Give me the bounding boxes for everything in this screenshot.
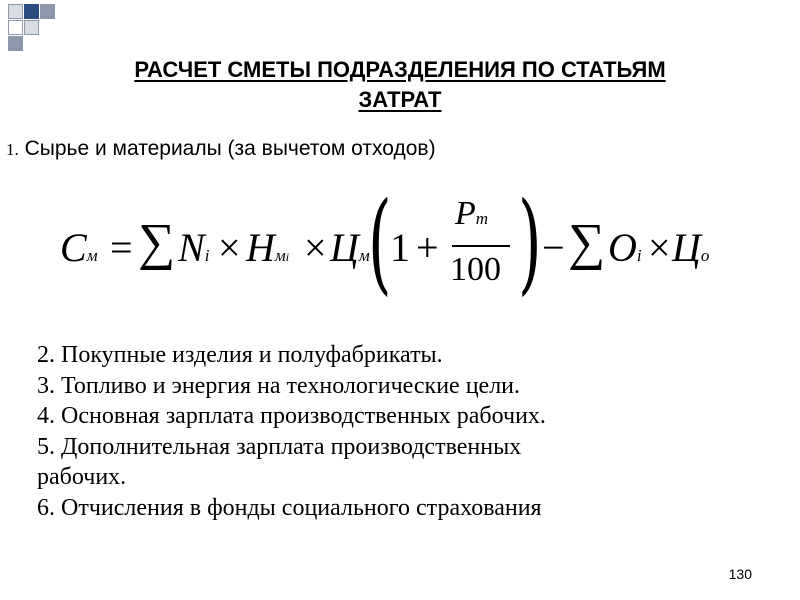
formula-right-paren: ) [518,178,542,306]
formula-c2: Ц [672,225,701,270]
formula-n-sub: i [204,246,210,265]
formula-p-sub: m [475,209,489,228]
formula-plus: + [416,225,439,270]
slide-title-line2: ЗАТРАТ [358,87,442,112]
formula-fraction-line [452,245,510,247]
formula-times-3: × [648,225,671,270]
formula-sigma-1: ∑ [138,214,176,271]
slide-title [30,55,770,115]
list-item: 4. Основная зарплата производственных рабочих. [37,403,546,429]
item-1-text: Сырье и материалы (за вычетом отходов) [18,137,436,160]
formula-o-sub: i [636,246,642,265]
formula-c2-sub: о [700,246,710,265]
cost-items-list [37,340,767,523]
formula-lhs-sub: м [86,246,98,265]
formula-n: N [178,225,205,270]
formula-c: Ц [330,225,359,270]
list-item: 5. Дополнительная зарплата производственных [37,433,522,460]
slide-title-line1: РАСЧЕТ СМЕТЫ ПОДРАЗДЕЛЕНИЯ ПО СТАТЬЯМ [134,57,666,82]
formula-h-sub: м [274,246,286,265]
item-1-heading [6,137,436,161]
formula-h: Н [246,225,275,270]
formula-one: 1 [390,225,410,270]
formula-o: O [608,225,637,270]
decor-square [8,4,23,19]
page-number: 130 [728,566,752,582]
formula-times-1: × [218,225,241,270]
formula-lhs: С [60,225,87,270]
formula-times-2: × [304,225,327,270]
item-1-number: 1. [6,140,19,159]
list-item: 3. Топливо и энергия на технологические цели. [37,372,521,399]
formula-hundred: 100 [450,251,501,288]
decor-square [8,36,23,51]
decor-square [24,4,39,19]
formula-sigma-2: ∑ [568,214,606,271]
corner-decoration [0,0,70,50]
decor-square [40,4,55,19]
formula-left-paren: ( [368,178,392,306]
cost-formula [60,178,720,306]
formula-c-sub: м [358,246,370,265]
decor-square [8,20,23,35]
list-item: 6. Отчисления в фонды социального страхования [37,494,542,521]
decor-square [24,20,39,35]
formula-equals: = [110,225,133,270]
formula-p: P [455,195,476,232]
formula-h-subsub: i [285,250,290,264]
list-item: 2. Покупные изделия и полуфабрикаты. [37,342,443,368]
list-item: рабочих. [37,464,127,490]
formula-minus: − [542,225,565,270]
